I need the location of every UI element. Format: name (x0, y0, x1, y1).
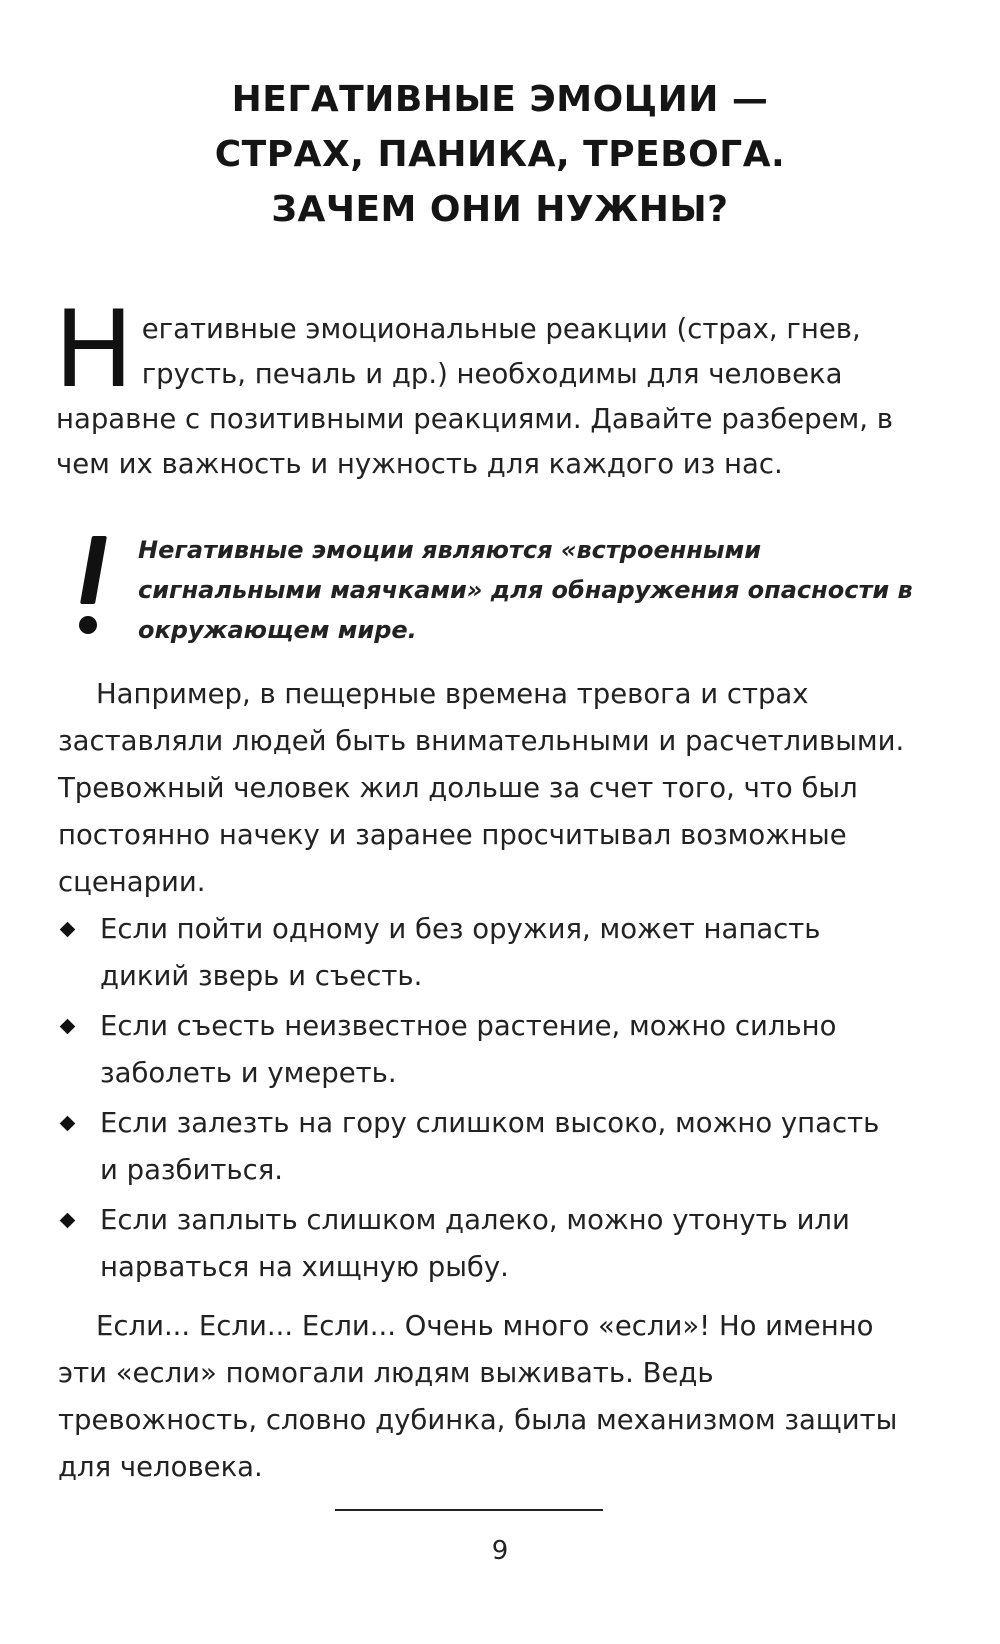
list-item-text: Если заплыть слишком далеко, можно утонуть или нарваться на хищную рыбу. (100, 1204, 850, 1283)
body-paragraph-1 (58, 671, 910, 906)
list-item-text: Если съесть неизвестное растение, можно сильно заболеть и умереть. (100, 1010, 837, 1089)
list-item (58, 1100, 900, 1194)
list-item-text: Если пойти одному и без оружия, может напасть дикий зверь и съесть. (100, 913, 821, 992)
callout-text: Негативные эмоции являются «встроенными сигнальными маячками» для обнаружения опасности в окружающем мире. (138, 536, 913, 644)
list-item (58, 1003, 900, 1097)
list-item (58, 906, 900, 1000)
page-number: 9 (491, 1536, 509, 1566)
title-line-1: НЕГАТИВНЫЕ ЭМОЦИИ — (231, 79, 769, 120)
intro-text: егативные эмоциональные реакции (страх, гнев, грусть, печаль и др.) необходимы для человека наравне с позитивными реакциями. Давайте разберем, в чем их важность и нужность для каждого из нас. (56, 313, 893, 480)
risk-list (58, 906, 918, 1294)
drop-cap: Н (54, 288, 134, 411)
title-line-2: СТРАХ, ПАНИКА, ТРЕВОГА. (214, 134, 786, 175)
body-paragraph-2 (58, 1303, 910, 1491)
exclamation-icon (74, 536, 114, 640)
title-line-3: ЗАЧЕМ ОНИ НУЖНЫ? (271, 189, 729, 230)
diamond-bullet-icon (60, 1116, 76, 1132)
body-paragraph-1-text: Например, в пещерные времена тревога и страх заставляли людей быть внимательными и расчетливыми. Тревожный человек жил дольше за счет того, что был постоянно начеку и заранее просчитывал возможные сценарии. (58, 678, 905, 898)
body-paragraph-2-text: Если... Если... Если... Очень много «если»! Но именно эти «если» помогали людям выживать. Ведь тревожность, словно дубинка, была механизмом защиты для человека. (58, 1310, 898, 1483)
list-item-text: Если залезть на гору слишком высоко, можно упасть и разбиться. (100, 1107, 880, 1186)
page-title (0, 72, 1000, 237)
diamond-bullet-icon (60, 1213, 76, 1229)
diamond-bullet-icon (60, 1019, 76, 1035)
intro-paragraph (54, 288, 906, 487)
list-item (58, 1197, 900, 1291)
diamond-bullet-icon (60, 922, 76, 938)
callout-box (56, 530, 916, 650)
footer-divider (335, 1509, 603, 1511)
